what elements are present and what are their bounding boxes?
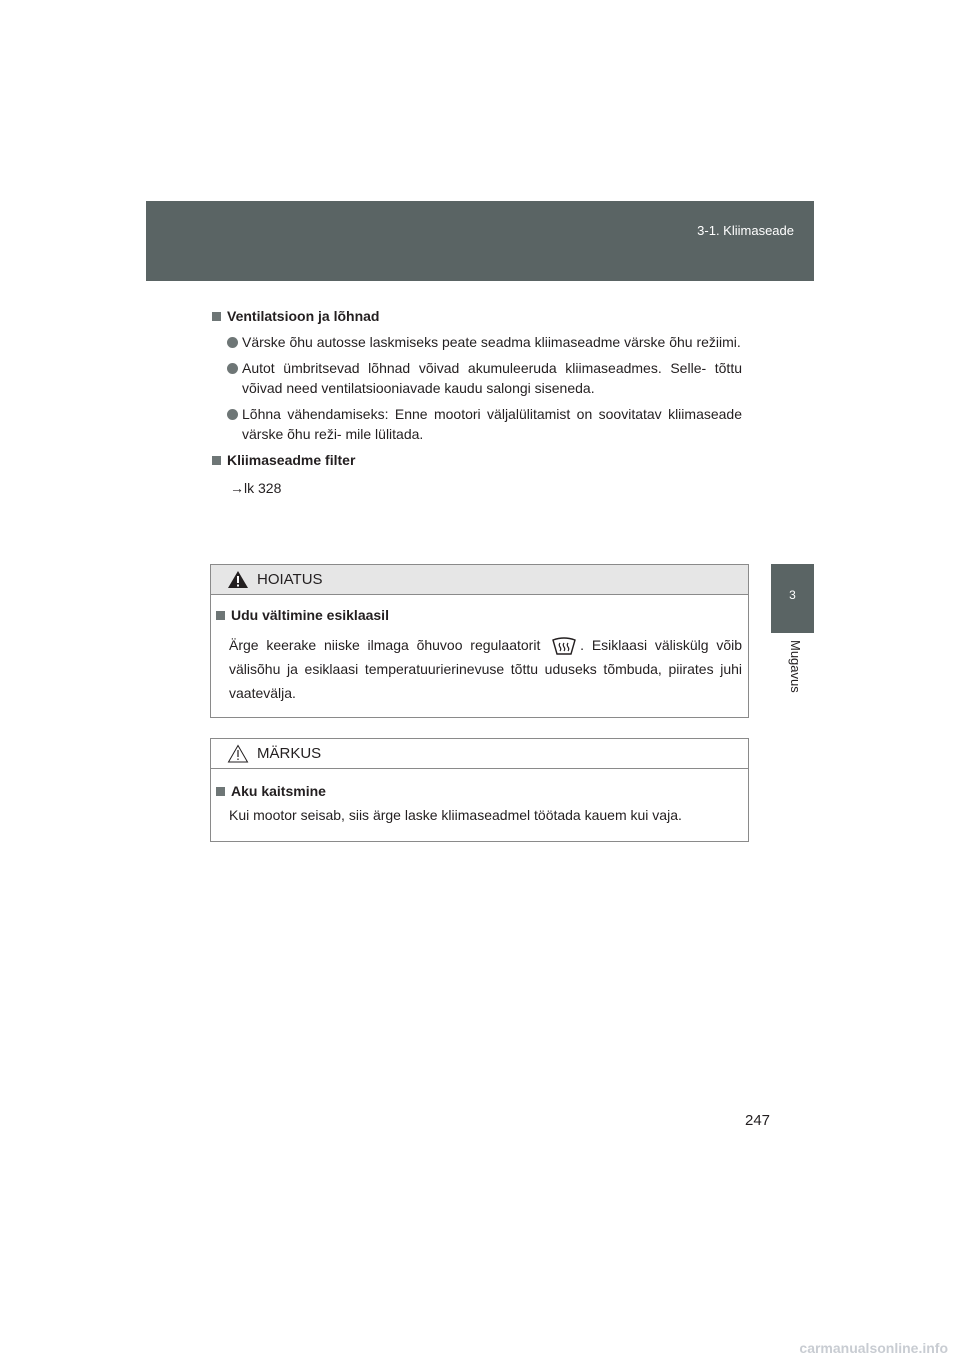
warning-header xyxy=(211,565,748,595)
square-bullet-icon xyxy=(216,787,225,796)
circle-bullet-icon xyxy=(227,337,238,348)
square-bullet-icon xyxy=(212,312,221,321)
chapter-number: 3 xyxy=(789,588,796,602)
main-content xyxy=(212,306,742,498)
warning-label: HOIATUS xyxy=(257,570,323,588)
square-bullet-icon xyxy=(212,456,221,465)
section-title: 3-1. Kliimaseade xyxy=(697,223,794,238)
watermark-logo xyxy=(0,1338,960,1358)
notice-subtitle: Aku kaitsmine xyxy=(216,781,742,801)
warning-triangle-icon xyxy=(227,570,249,589)
chapter-name: Mugavus xyxy=(788,640,803,693)
circle-bullet-icon xyxy=(227,409,238,420)
section-heading: Kliimaseadme filter xyxy=(212,450,742,470)
page-number: 247 xyxy=(745,1112,771,1129)
windshield-defroster-icon xyxy=(551,636,577,656)
warning-text: Ärge keerake niiske ilmaga õhuvoo regulaatorit . Esiklaasi väliskülg võib välisõhu ja esiklaasi temperatuurierinevuse tõttu uduseks tõmbuda, piirates juhi vaatevälja. xyxy=(229,637,743,701)
list-item: Autot ümbritsevad lõhnad võivad akumuleeruda kliimaseadmes. Selle- tõttu võivad need ventilatsiooniavade kaudu salongi siseneda. xyxy=(212,358,742,398)
list-item: Värske õhu autosse laskmiseks peate seadma kliimaseadme värske õhu režiimi. xyxy=(212,332,742,352)
notice-box xyxy=(210,738,749,842)
circle-bullet-icon xyxy=(227,363,238,374)
notice-header xyxy=(211,739,748,769)
section-heading: Ventilatsioon ja lõhnad xyxy=(212,306,742,326)
notice-label: MÄRKUS xyxy=(257,744,322,762)
warning-subtitle: Udu vältimine esiklaasil xyxy=(216,605,742,625)
notice-text: Kui mootor seisab, siis ärge laske kliimaseadmel töötada kauem kui vaja. xyxy=(229,807,682,823)
caution-triangle-icon xyxy=(227,744,249,763)
square-bullet-icon xyxy=(216,611,225,620)
warning-box xyxy=(210,564,749,718)
list-item: Lõhna vähendamiseks: Enne mootori väljalülitamist on soovitatav kliimaseade värske õhu reži- mile lülitada. xyxy=(212,404,742,444)
page-reference-link[interactable]: →lk 328 xyxy=(230,480,282,496)
svg-text:carmanualsonline.info: carmanualsonline.info xyxy=(799,1340,948,1356)
chapter-tab xyxy=(771,564,814,633)
section-header-bar xyxy=(146,201,814,281)
